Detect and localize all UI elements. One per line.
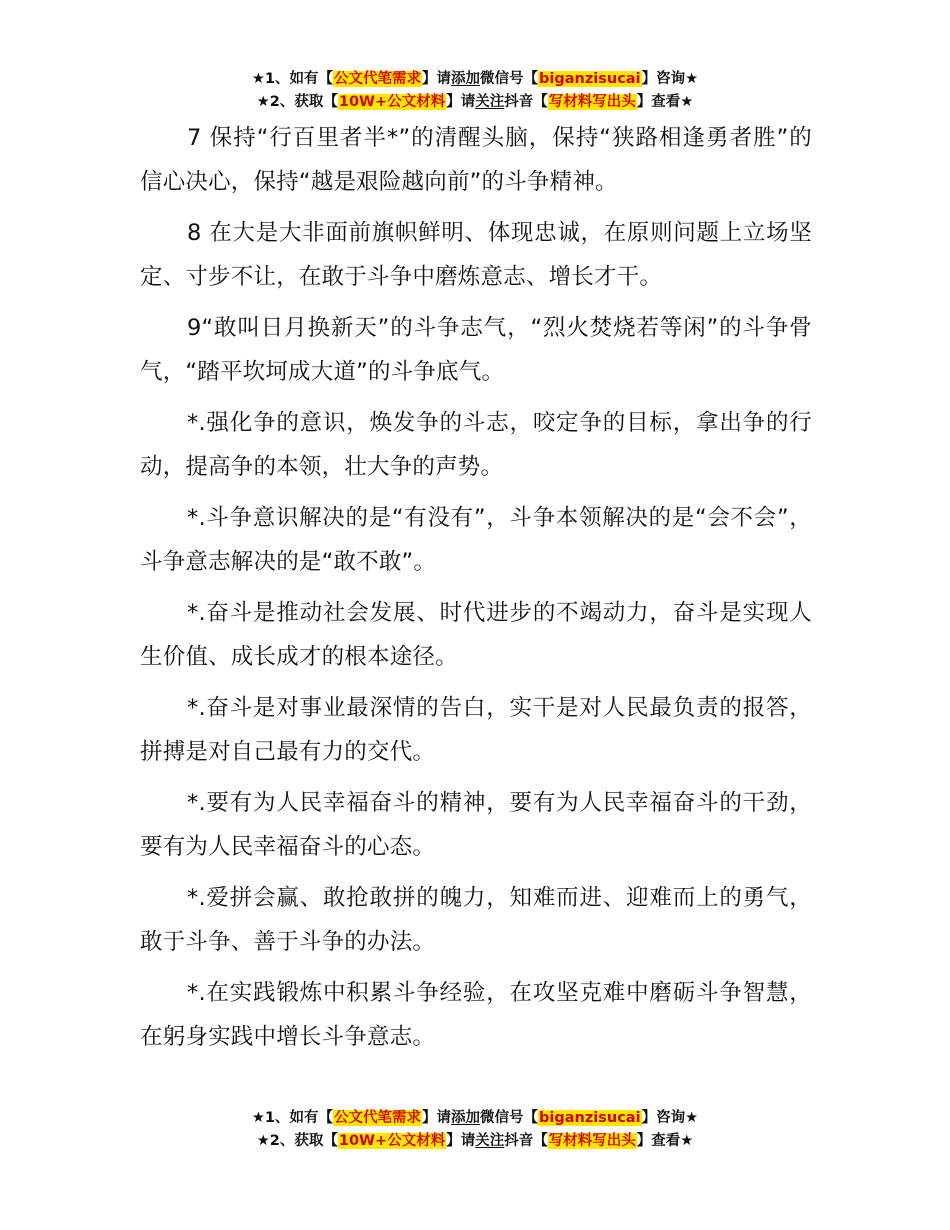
- paragraph-9: 9“敢叫日月换新天”的斗争志气，“烈火焚烧若等闲”的斗争骨气，“踏平坎坷成大道”的斗争底气。: [140, 315, 812, 385]
- header-line2-text-2: 抖音【: [504, 94, 548, 110]
- footer-line2-text-2: 抖音【: [504, 1133, 548, 1149]
- footer-underline-follow: 关注: [475, 1133, 505, 1149]
- footer-line2-prefix: ★2、获取【: [256, 1133, 338, 1149]
- header-line1-text-2: 微信号【: [480, 71, 539, 87]
- header-line2-suffix: 】查看★: [636, 94, 694, 110]
- footer-highlight-wechat-id: biganzisucai: [539, 1110, 641, 1126]
- header-highlight-wechat-id: biganzisucai: [539, 71, 641, 87]
- footer-highlight-materials: 10W+公文材料: [338, 1133, 446, 1149]
- paragraph-item: *.奋斗是对事业最深情的告白，实干是对人民最负责的报答，拼搏是对自己最有力的交代。: [140, 695, 812, 765]
- header-line1-suffix: 】咨询★: [641, 71, 699, 87]
- footer-line1-text-2: 微信号【: [480, 1110, 539, 1126]
- document-body: [140, 116, 812, 1066]
- footer-line1-prefix: ★1、如有【: [251, 1110, 334, 1126]
- paragraph-item: *.要有为人民幸福奋斗的精神，要有为人民幸福奋斗的干劲，要有为人民幸福奋斗的心态。: [140, 790, 812, 860]
- footer-line2-text: 】请: [446, 1133, 476, 1149]
- header-underline-follow: 关注: [475, 94, 505, 110]
- header-banner: [0, 68, 950, 114]
- paragraph-item: *.强化争的意识，焕发争的斗志，咬定争的目标，拿出争的行动，提高争的本领，壮大争的声势。: [140, 410, 812, 480]
- header-highlight-douyin: 写材料写出头: [548, 94, 636, 110]
- paragraph-item: *.在实践锻炼中积累斗争经验，在攻坚克难中磨砺斗争智慧，在躬身实践中增长斗争意志。: [140, 980, 812, 1050]
- footer-highlight-douyin: 写材料写出头: [548, 1133, 636, 1149]
- footer-highlight-service: 公文代笔需求: [334, 1110, 422, 1126]
- footer-line1-suffix: 】咨询★: [641, 1110, 699, 1126]
- footer-line2-suffix: 】查看★: [636, 1133, 694, 1149]
- header-line2-prefix: ★2、获取【: [256, 94, 338, 110]
- paragraph-item: *.斗争意识解决的是“有没有”，斗争本领解决的是“会不会”，斗争意志解决的是“敢不敢”。: [140, 505, 812, 575]
- header-line1-text: 】请: [422, 71, 452, 87]
- footer-banner: [0, 1107, 950, 1153]
- header-highlight-service: 公文代笔需求: [334, 71, 422, 87]
- footer-underline-add: 添加: [451, 1110, 481, 1126]
- footer-line1-text: 】请: [422, 1110, 452, 1126]
- header-line-1: [0, 68, 950, 91]
- header-line-2: [0, 91, 950, 114]
- paragraph-7: 7 保持“行百里者半*”的清醒头脑，保持“狭路相逢勇者胜”的信心决心，保持“越是艰险越向前”的斗争精神。: [140, 125, 812, 195]
- paragraph-item: *.爱拼会赢、敢抢敢拼的魄力，知难而进、迎难而上的勇气，敢于斗争、善于斗争的办法。: [140, 885, 812, 955]
- paragraph-8: 8 在大是大非面前旗帜鲜明、体现忠诚，在原则问题上立场坚定、寸步不让，在敢于斗争中磨炼意志、增长才干。: [140, 220, 812, 290]
- footer-line-2: [0, 1130, 950, 1153]
- header-line1-prefix: ★1、如有【: [251, 71, 334, 87]
- paragraph-item: *.奋斗是推动社会发展、时代进步的不竭动力，奋斗是实现人生价值、成长成才的根本途径。: [140, 600, 812, 670]
- footer-line-1: [0, 1107, 950, 1130]
- header-highlight-materials: 10W+公文材料: [338, 94, 446, 110]
- header-underline-add: 添加: [451, 71, 481, 87]
- header-line2-text: 】请: [446, 94, 476, 110]
